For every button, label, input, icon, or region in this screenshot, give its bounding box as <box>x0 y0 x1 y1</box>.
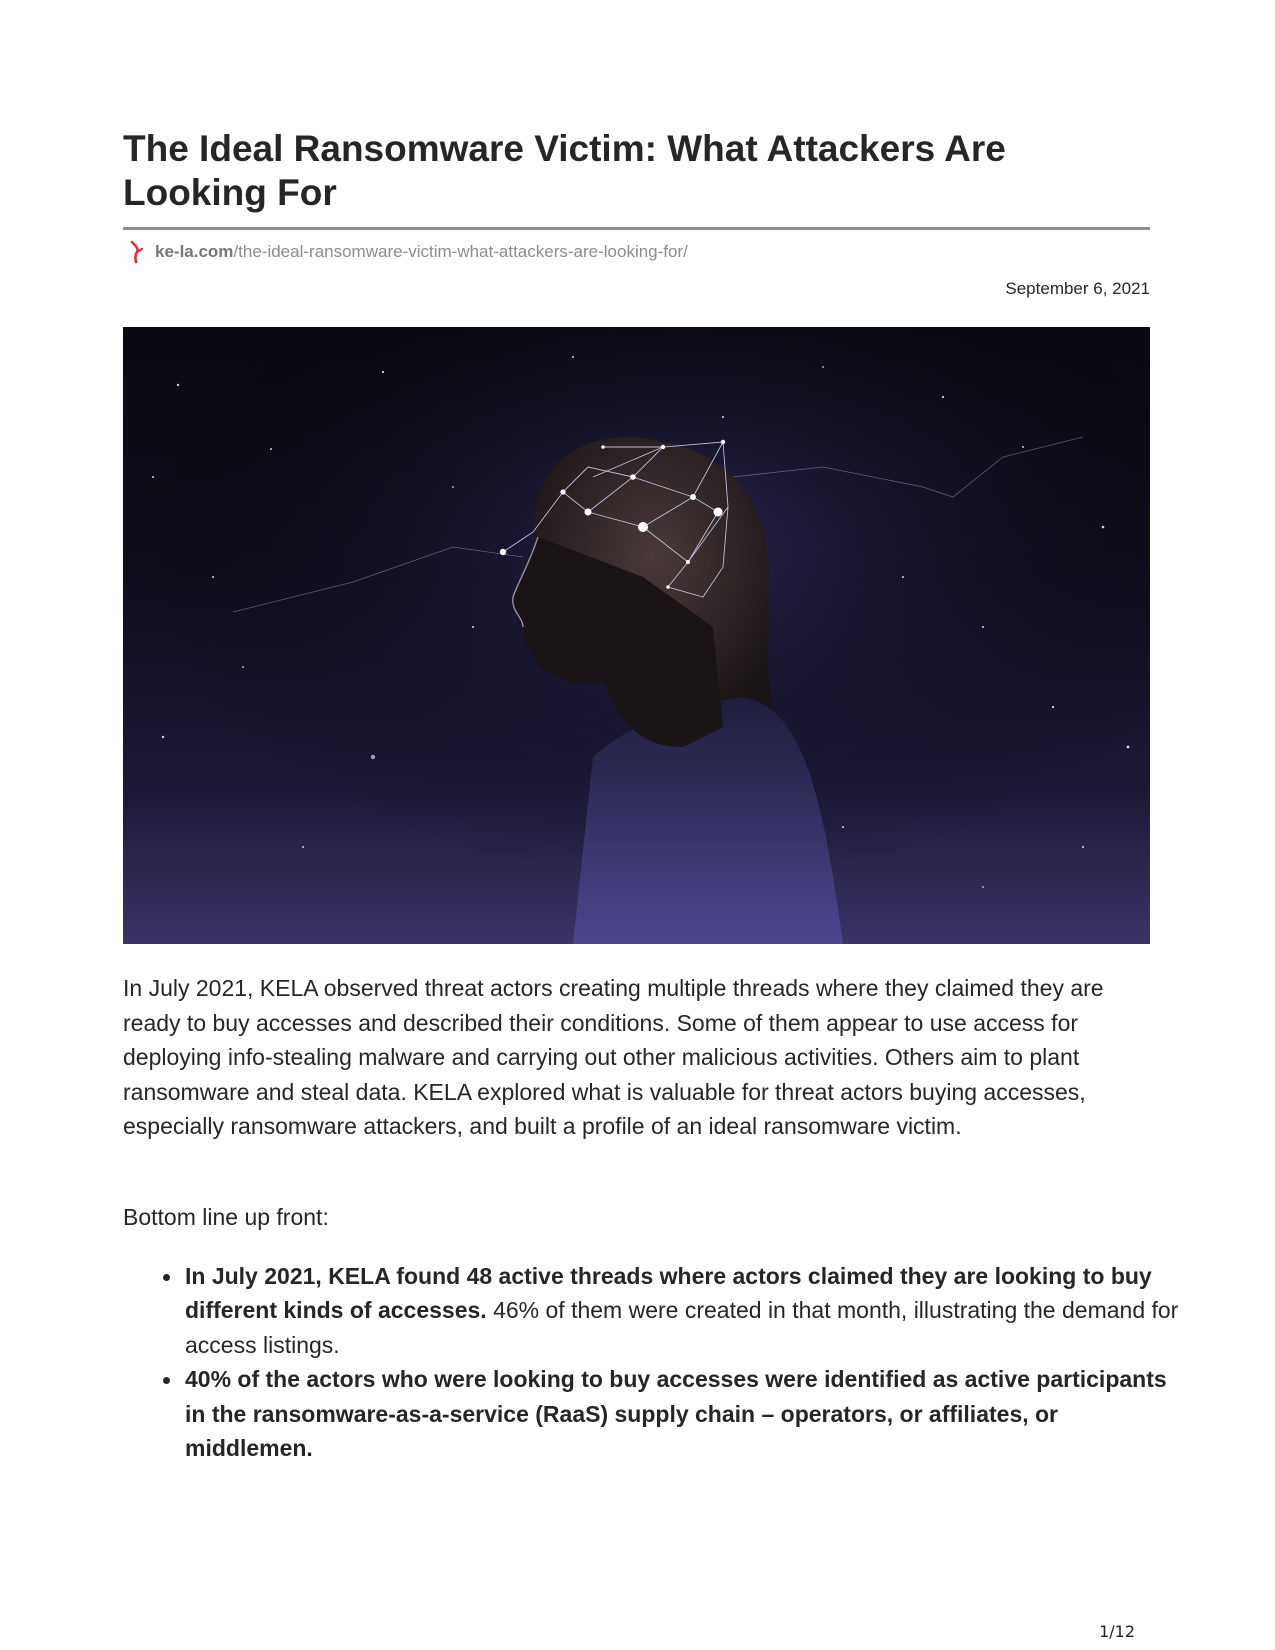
summary-list <box>185 1259 1185 1465</box>
intro-paragraph: In July 2021, KELA observed threat actors creating multiple threads where they claimed they are ready to buy accesses and described their conditions. Some of them appear to use access for deploying info-stealing malware and carrying out other malicious activities. Others aim to plant ransomware and steal data. KELA explored what is valuable for threat actors buying accesses, especially ransomware attackers, and built a profile of an ideal ransomware victim. <box>123 975 1104 1140</box>
bullet-text: 46% of them were created in that month, illustrating the demand for access listings. <box>185 1297 1179 1358</box>
bullet-bold-text: 40% of the actors who were looking to buy accesses were identified as active participants in the ransomware-as-a-service (RaaS) supply chain – operators, or affiliates, or middlemen. <box>185 1366 1167 1462</box>
source-domain[interactable]: ke-la.com <box>155 242 234 261</box>
list-item <box>185 1362 1185 1465</box>
summary-lead: Bottom line up front: <box>123 1204 329 1230</box>
publish-date: September 6, 2021 <box>1005 279 1150 298</box>
hero-image <box>123 327 1150 944</box>
bullet-bold-text: In July 2021, KELA found 48 active threads where actors claimed they are looking to buy different kinds of accesses. <box>185 1263 1152 1324</box>
source-link[interactable] <box>123 240 688 264</box>
page-number: 1/12 <box>1099 1622 1135 1641</box>
article-title: The Ideal Ransomware Victim: What Attackers Are Looking For <box>123 128 1006 213</box>
source-path[interactable]: /the-ideal-ransomware-victim-what-attackers-are-looking-for/ <box>233 242 688 261</box>
title-divider <box>123 227 1150 230</box>
profile-with-constellation-brain-image <box>123 327 1150 944</box>
bookmark-arrow-icon <box>127 240 147 264</box>
list-item <box>185 1259 1185 1362</box>
